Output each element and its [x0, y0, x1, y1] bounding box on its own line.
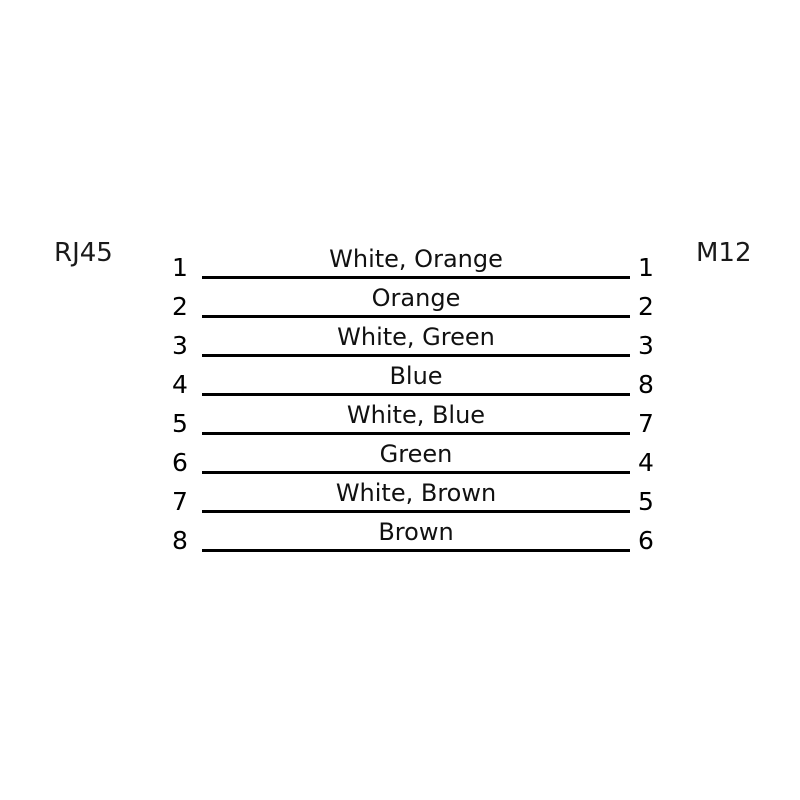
- wire-line: [202, 393, 630, 396]
- wire-line: [202, 354, 630, 357]
- right-pin-number: 5: [638, 487, 654, 516]
- wire-label: Green: [379, 440, 453, 468]
- wire-row: [0, 323, 800, 366]
- wire-label: White, Green: [337, 323, 495, 351]
- wire-line: [202, 510, 630, 513]
- left-pin-number: 7: [172, 487, 188, 516]
- wire-label: Brown: [378, 518, 454, 546]
- wire-line: [202, 432, 630, 435]
- left-pin-number: 1: [172, 253, 188, 282]
- wire-row: [0, 284, 800, 327]
- right-connector-title: M12: [696, 238, 752, 268]
- wire-row: [0, 245, 800, 288]
- wire-row: [0, 518, 800, 561]
- wire-label: White, Orange: [329, 245, 503, 273]
- left-connector-title: RJ45: [54, 238, 113, 268]
- wire-line: [202, 276, 630, 279]
- wire-line: [202, 315, 630, 318]
- left-pin-number: 4: [172, 370, 188, 399]
- right-pin-number: 2: [638, 292, 654, 321]
- right-pin-number: 7: [638, 409, 654, 438]
- wire-label: Blue: [389, 362, 443, 390]
- right-pin-number: 8: [638, 370, 654, 399]
- wire-row: [0, 401, 800, 444]
- wire-row: [0, 362, 800, 405]
- wire-row: [0, 479, 800, 522]
- right-pin-number: 3: [638, 331, 654, 360]
- left-pin-number: 2: [172, 292, 188, 321]
- wire-label: Orange: [371, 284, 461, 312]
- wire-row: [0, 440, 800, 483]
- right-pin-number: 1: [638, 253, 654, 282]
- right-pin-number: 6: [638, 526, 654, 555]
- left-pin-number: 6: [172, 448, 188, 477]
- left-pin-number: 3: [172, 331, 188, 360]
- wire-line: [202, 471, 630, 474]
- right-pin-number: 4: [638, 448, 654, 477]
- left-pin-number: 8: [172, 526, 188, 555]
- wire-line: [202, 549, 630, 552]
- wire-label: White, Blue: [346, 401, 486, 429]
- wire-label: White, Brown: [335, 479, 497, 507]
- left-pin-number: 5: [172, 409, 188, 438]
